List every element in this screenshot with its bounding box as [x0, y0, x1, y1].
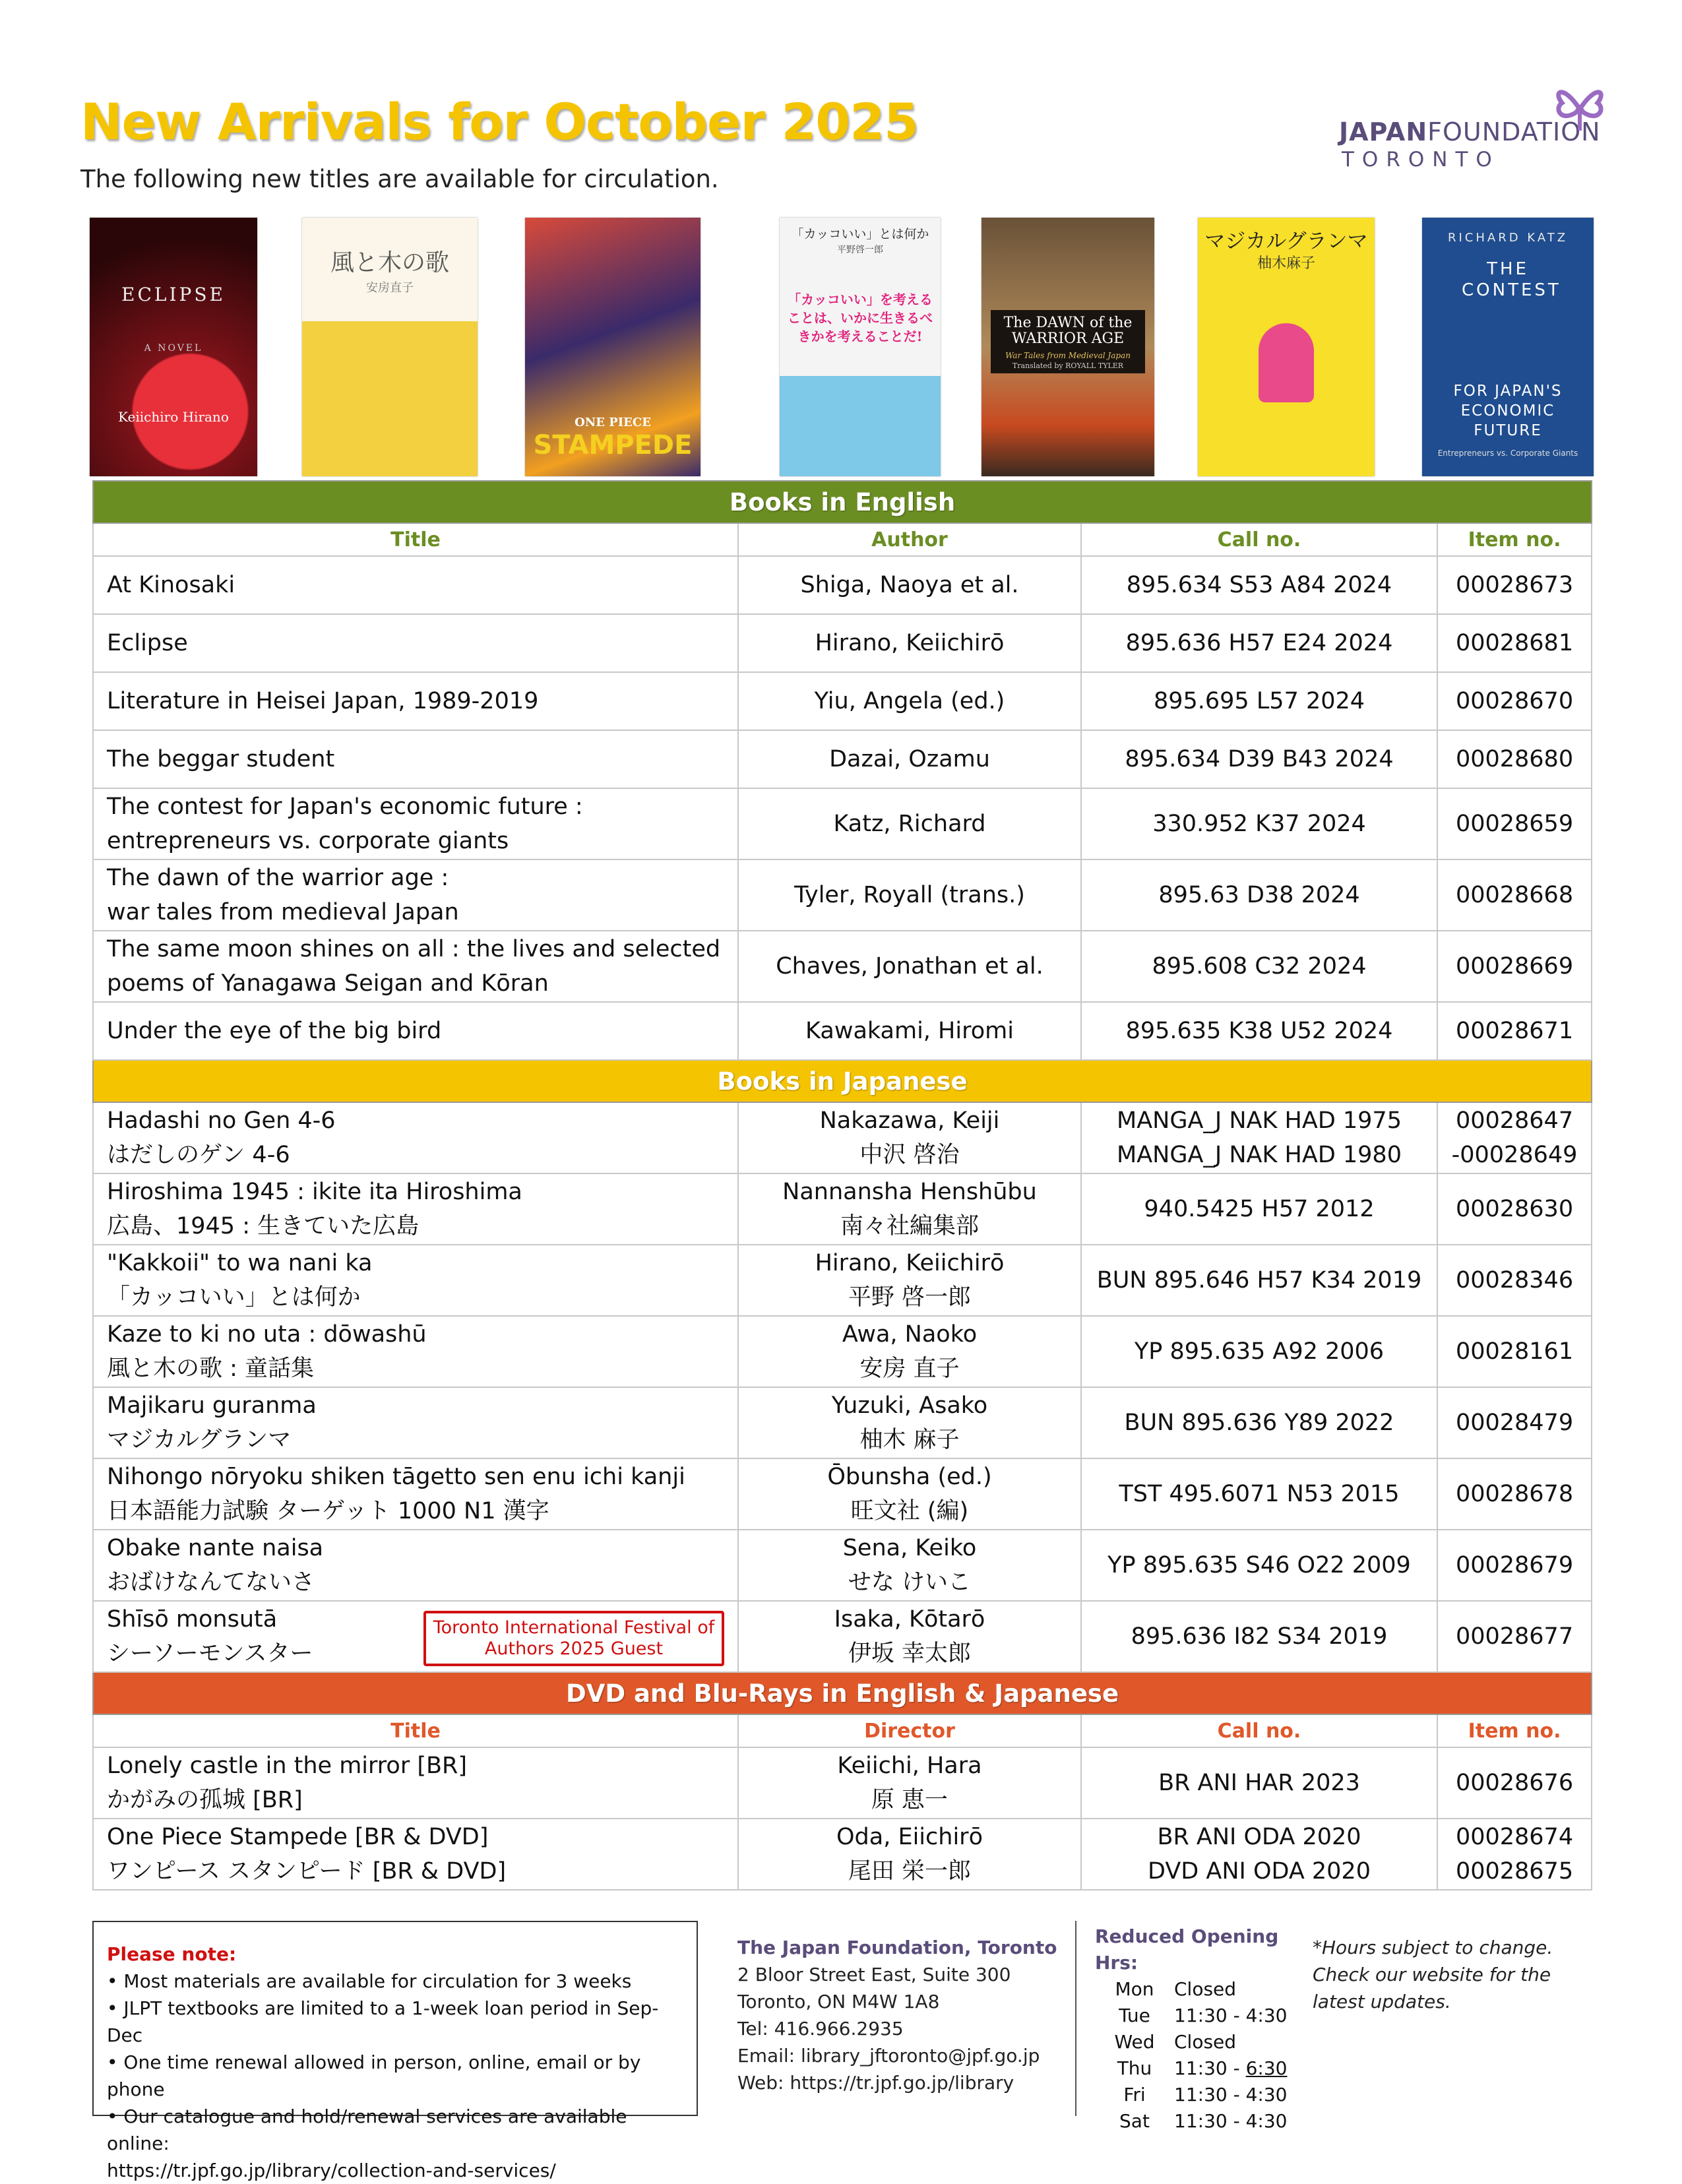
column-header-call: Call no. [1081, 1714, 1437, 1747]
note-line: • JLPT textbooks are limited to a 1-week loan period in Sep-Dec [107, 1997, 659, 2046]
author-line: Isaka, Kōtarō [834, 1606, 985, 1633]
book-cover-kaze-to-ki: 風と木の歌 安房直子 [302, 218, 478, 476]
cell-item [1437, 1747, 1592, 1819]
column-header-row [93, 1714, 1592, 1747]
cell-title [93, 788, 738, 859]
cell-author [738, 1316, 1081, 1387]
author-line: 原 恵一 [871, 1787, 949, 1813]
cell-call [1081, 1819, 1437, 1890]
cell-call [1081, 672, 1437, 730]
item-line: 00028679 [1455, 1552, 1574, 1578]
hours-heading: Reduced Opening Hrs: [1095, 1925, 1279, 1974]
table-row [93, 1530, 1592, 1601]
title-line: The dawn of the warrior age : [107, 865, 449, 891]
item-line: 00028675 [1455, 1858, 1574, 1885]
cell-title [93, 556, 738, 614]
cell-call [1081, 1747, 1437, 1819]
title-line: 風と木の歌 : 童話集 [107, 1356, 315, 1382]
page-title: New Arrivals for October 2025 [80, 92, 919, 151]
address-line: Toronto, ON M4W 1A8 [737, 1991, 940, 2012]
cover-photo-band [780, 376, 941, 476]
cell-title [93, 614, 738, 672]
item-line: 00028630 [1455, 1196, 1574, 1222]
table-row [93, 1747, 1592, 1819]
please-note-box [92, 1921, 698, 2181]
cell-title [93, 859, 738, 931]
title-line: Eclipse [107, 630, 188, 656]
item-line: 00028678 [1455, 1481, 1574, 1507]
title-line: Under the eye of the big bird [107, 1018, 442, 1044]
title-line: Kaze to ki no uta : dōwashū [107, 1321, 427, 1348]
column-header-title: Title [93, 523, 738, 556]
author-line: Shiga, Naoya et al. [800, 572, 1019, 598]
column-header-row [93, 523, 1592, 556]
note-line: • Our catalogue and hold/renewal services are available online: [107, 2106, 627, 2154]
table-row [93, 931, 1592, 1002]
phone-line: Tel: 416.966.2935 [737, 2018, 904, 2040]
title-line: Majikaru guranma [107, 1392, 317, 1419]
table-row [93, 1102, 1592, 1173]
call-line: YP 895.635 S46 O22 2009 [1107, 1552, 1411, 1578]
author-line: Nakazawa, Keiji [819, 1108, 1000, 1134]
title-line: シーソーモンスター [107, 1640, 313, 1667]
cell-call [1081, 1002, 1437, 1060]
column-header-author: Author [738, 523, 1081, 556]
cell-author [738, 788, 1081, 859]
cell-author [738, 1601, 1081, 1672]
table-row [93, 859, 1592, 931]
book-cover-dawn-warrior-age: The DAWN of the WARRIOR AGE War Tales from Medieval Japan Translated by ROYALL TYLER [981, 218, 1154, 476]
cell-title [93, 1530, 738, 1601]
cell-author [738, 1458, 1081, 1530]
cell-title [93, 1458, 738, 1530]
section-dvd-bluray [93, 1672, 1592, 1714]
title-line: Hiroshima 1945 : ikite ita Hiroshima [107, 1179, 522, 1205]
title-line: Lonely castle in the mirror [BR] [107, 1753, 467, 1779]
cell-author [738, 859, 1081, 931]
title-line: 日本語能力試験 ターゲット 1000 N1 漢字 [107, 1498, 549, 1524]
cover-strip [90, 218, 1594, 476]
call-line: 330.952 K37 2024 [1152, 811, 1366, 837]
call-line: 895.608 C32 2024 [1152, 953, 1367, 980]
item-line: 00028659 [1455, 811, 1574, 837]
item-line: 00028161 [1455, 1338, 1574, 1365]
author-line: Yuzuki, Asako [831, 1392, 988, 1419]
footer [92, 1921, 1591, 2181]
author-line: Dazai, Ozamu [829, 746, 990, 772]
cell-call [1081, 614, 1437, 672]
title-line: マジカルグランマ [107, 1427, 292, 1453]
hours-row: Tue 11:30 - 4:30 [1119, 2005, 1288, 2026]
table-row [93, 1245, 1592, 1316]
section-books-in-english [93, 481, 1592, 523]
item-line: 00028479 [1455, 1410, 1574, 1436]
author-line: 南々社編集部 [840, 1213, 979, 1239]
book-cover-one-piece-stampede: ONE PIECE STAMPEDE [525, 218, 701, 476]
cell-call [1081, 859, 1437, 931]
call-line: MANGA_J NAK HAD 1975 [1117, 1108, 1402, 1134]
item-line: 00028680 [1455, 746, 1574, 772]
cell-item [1437, 1002, 1592, 1060]
cell-item [1437, 1173, 1592, 1245]
call-line: BR ANI ODA 2020 [1157, 1824, 1361, 1850]
opening-hours [1075, 1921, 1313, 2132]
title-line: Shīsō monsutā [107, 1606, 278, 1633]
title-line: "Kakkoii" to wa nani ka [107, 1250, 373, 1276]
cell-item [1437, 1819, 1592, 1890]
call-line: DVD ANI ODA 2020 [1148, 1858, 1371, 1885]
note-line: • Most materials are available for circulation for 3 weeks [107, 1970, 632, 1992]
cell-title [93, 672, 738, 730]
author-line: Awa, Naoko [842, 1321, 978, 1348]
cell-call [1081, 556, 1437, 614]
item-line: 00028681 [1455, 630, 1574, 656]
section-heading: DVD and Blu-Rays in English & Japanese [93, 1672, 1592, 1714]
cell-title [93, 1819, 738, 1890]
title-line: はだしのゲン 4-6 [107, 1142, 290, 1168]
author-line: Chaves, Jonathan et al. [776, 953, 1043, 980]
cell-author [738, 614, 1081, 672]
table-row [93, 1819, 1592, 1890]
book-cover-the-contest: RICHARD KATZ THE CONTEST FOR JAPAN'S ECONOMIC FUTURE Entrepreneurs vs. Corporate Giants [1422, 218, 1594, 476]
festival-guest-badge: Toronto International Festival of Authors 2025 Guest [423, 1611, 724, 1666]
hours-row: Thu 11:30 - 6:30 [1117, 2057, 1288, 2079]
cell-item [1437, 1458, 1592, 1530]
cell-item [1437, 672, 1592, 730]
cell-title [93, 1102, 738, 1173]
cell-title [93, 1387, 738, 1458]
cell-call [1081, 1387, 1437, 1458]
cell-item [1437, 1601, 1592, 1672]
hours-row: Wed Closed [1114, 2031, 1237, 2053]
title-line: entrepreneurs vs. corporate giants [107, 828, 509, 854]
title-line: Hadashi no Gen 4-6 [107, 1108, 336, 1134]
column-header-item: Item no. [1437, 523, 1592, 556]
table-row [93, 1002, 1592, 1060]
email-link[interactable]: Email: library_jftoronto@jpf.go.jp [737, 2045, 1040, 2067]
cell-author [738, 672, 1081, 730]
column-header-item: Item no. [1437, 1714, 1592, 1747]
author-line: Nannansha Henshūbu [782, 1179, 1037, 1205]
column-header-author: Director [738, 1714, 1081, 1747]
author-line: Keiichi, Hara [837, 1753, 982, 1779]
book-cover-eclipse: ECLIPSE A NOVEL Keiichiro Hirano [90, 218, 257, 476]
column-header-title: Title [93, 1714, 738, 1747]
table-row [93, 1387, 1592, 1458]
book-cover-majikaru-guranma: マジカルグランマ 柚木麻子 [1198, 218, 1375, 476]
call-line: 895.636 I82 S34 2019 [1131, 1623, 1388, 1650]
cell-author [738, 1747, 1081, 1819]
hours-row: Fri 11:30 - 4:30 [1123, 2084, 1288, 2106]
author-line: Katz, Richard [833, 811, 986, 837]
call-line: BR ANI HAR 2023 [1158, 1770, 1360, 1796]
title-line: Nihongo nōryoku shiken tāgetto sen enu ichi kanji [107, 1464, 685, 1490]
author-line: 旺文社 (編) [850, 1498, 969, 1524]
author-line: せな けいこ [848, 1569, 972, 1596]
title-line: The beggar student [107, 746, 335, 772]
title-line: Literature in Heisei Japan, 1989-2019 [107, 688, 539, 714]
table-row [93, 614, 1592, 672]
table-row [93, 1316, 1592, 1387]
cell-author [738, 1102, 1081, 1173]
cell-call [1081, 1245, 1437, 1316]
cell-item [1437, 1245, 1592, 1316]
title-line: 広島、1945 : 生きていた広島 [107, 1213, 420, 1239]
cell-item [1437, 556, 1592, 614]
title-line: At Kinosaki [107, 572, 235, 598]
item-line: 00028674 [1455, 1824, 1574, 1850]
note-line: • One time renewal allowed in person, online, email or by phone [107, 2051, 641, 2100]
section-books-in-japanese [93, 1060, 1592, 1102]
cell-item [1437, 1316, 1592, 1387]
title-line: One Piece Stampede [BR & DVD] [107, 1824, 489, 1850]
title-line: The contest for Japan's economic future : [107, 794, 583, 820]
contact-heading: The Japan Foundation, Toronto [737, 1937, 1057, 1958]
call-line: TST 495.6071 N53 2015 [1119, 1481, 1400, 1507]
cell-title [93, 1173, 738, 1245]
item-line: 00028670 [1455, 688, 1574, 714]
new-arrivals-table [92, 480, 1592, 1890]
cell-author [738, 1819, 1081, 1890]
author-line: Kawakami, Hiromi [805, 1018, 1014, 1044]
item-line: -00028649 [1451, 1142, 1578, 1168]
cell-call [1081, 730, 1437, 788]
cell-author [738, 1387, 1081, 1458]
cell-item [1437, 1530, 1592, 1601]
hours-note: *Hours subject to change. Check our website for the latest updates. [1313, 1937, 1553, 2012]
logo-wordmark: JAPANFOUNDATION [1339, 117, 1601, 146]
cell-title [93, 1601, 738, 1672]
web-link[interactable]: Web: https://tr.jpf.go.jp/library [737, 2072, 1014, 2094]
butterfly-icon [1550, 78, 1609, 137]
item-line: 00028668 [1455, 882, 1574, 908]
call-line: BUN 895.646 H57 K34 2019 [1096, 1267, 1422, 1294]
japan-foundation-logo [1339, 78, 1616, 177]
cell-call [1081, 1601, 1437, 1672]
cell-author [738, 931, 1081, 1002]
cell-title [93, 1002, 738, 1060]
cell-author [738, 730, 1081, 788]
author-line: Yiu, Angela (ed.) [814, 688, 1005, 714]
address-line: 2 Bloor Street East, Suite 300 [737, 1964, 1011, 1985]
author-line: Tyler, Royall (trans.) [794, 882, 1025, 908]
cell-item [1437, 614, 1592, 672]
author-line: 安房 直子 [859, 1356, 960, 1382]
table-row [93, 1601, 1592, 1672]
contact-block [737, 1934, 1080, 2096]
author-line: 柚木 麻子 [859, 1427, 960, 1453]
page-subtitle: The following new titles are available for circulation. [80, 165, 719, 193]
author-line: Ōbunsha (ed.) [827, 1464, 992, 1490]
title-line: ワンピース スタンピード [BR & DVD] [107, 1858, 507, 1885]
call-line: MANGA_J NAK HAD 1980 [1117, 1142, 1402, 1168]
cell-author [738, 1173, 1081, 1245]
section-heading: Books in Japanese [93, 1060, 1592, 1102]
table-row [93, 672, 1592, 730]
cell-author [738, 1245, 1081, 1316]
section-heading: Books in English [93, 481, 1592, 523]
cell-author [738, 1002, 1081, 1060]
cell-call [1081, 1458, 1437, 1530]
column-header-call: Call no. [1081, 523, 1437, 556]
table-row [93, 730, 1592, 788]
item-line: 00028671 [1455, 1018, 1574, 1044]
author-line: 尾田 栄一郎 [848, 1858, 972, 1885]
cell-item [1437, 1102, 1592, 1173]
cell-title [93, 931, 738, 1002]
call-line: 895.695 L57 2024 [1153, 688, 1365, 714]
title-line: 「カッコいい」とは何か [107, 1284, 361, 1311]
cell-title [93, 730, 738, 788]
title-line: The same moon shines on all : the lives and selected [107, 936, 721, 962]
cell-title [93, 1316, 738, 1387]
item-line: 00028677 [1455, 1623, 1574, 1650]
author-line: Hirano, Keiichirō [815, 630, 1005, 656]
hours-row: Sat 11:30 - 4:30 [1119, 2110, 1288, 2132]
cell-call [1081, 1530, 1437, 1601]
item-line: 00028669 [1455, 953, 1574, 980]
cell-call [1081, 1102, 1437, 1173]
cell-call [1081, 1173, 1437, 1245]
title-line: Obake nante naisa [107, 1535, 324, 1561]
cover-figure [1259, 323, 1314, 402]
cell-call [1081, 788, 1437, 859]
note-heading: Please note: [107, 1943, 237, 1965]
cell-item [1437, 859, 1592, 931]
title-line: war tales from medieval Japan [107, 899, 459, 925]
item-line: 00028647 [1455, 1108, 1574, 1134]
title-line: かがみの孤城 [BR] [107, 1787, 303, 1813]
cell-item [1437, 788, 1592, 859]
call-line: 895.634 D39 B43 2024 [1125, 746, 1394, 772]
cell-call [1081, 931, 1437, 1002]
table-row [93, 1458, 1592, 1530]
cell-item [1437, 730, 1592, 788]
title-line: おばけなんてないさ [107, 1569, 315, 1596]
table-row [93, 556, 1592, 614]
cell-title [93, 1747, 738, 1819]
call-line: 895.63 D38 2024 [1158, 882, 1360, 908]
item-line: 00028673 [1455, 572, 1574, 598]
author-line: 伊坂 幸太郎 [848, 1640, 972, 1667]
catalogue-link[interactable]: https://tr.jpf.go.jp/library/collection-and-services/ [107, 2160, 556, 2181]
cell-author [738, 556, 1081, 614]
call-line: 895.636 H57 E24 2024 [1125, 630, 1393, 656]
author-line: Sena, Keiko [842, 1535, 977, 1561]
cell-title [93, 1245, 738, 1316]
title-line: poems of Yanagawa Seigan and Kōran [107, 970, 549, 997]
call-line: BUN 895.636 Y89 2022 [1124, 1410, 1394, 1436]
cell-item [1437, 1387, 1592, 1458]
author-line: Oda, Eiichirō [836, 1824, 983, 1850]
call-line: 895.634 S53 A84 2024 [1126, 572, 1392, 598]
author-line: Hirano, Keiichirō [815, 1250, 1005, 1276]
table-row [93, 788, 1592, 859]
table-row [93, 1173, 1592, 1245]
call-line: YP 895.635 A92 2006 [1134, 1338, 1385, 1365]
cell-item [1437, 931, 1592, 1002]
hours-row: Mon Closed [1115, 1978, 1237, 2000]
cell-call [1081, 1316, 1437, 1387]
item-line: 00028346 [1455, 1267, 1574, 1294]
item-line: 00028676 [1455, 1770, 1574, 1796]
book-cover-kakkoii: 「カッコいい」とは何か 平野啓一郎 「カッコいい」を考えることは、いかに生きるべきかを考えることだ! [780, 218, 941, 476]
call-line: 940.5425 H57 2012 [1144, 1196, 1375, 1222]
call-line: 895.635 K38 U52 2024 [1125, 1018, 1393, 1044]
logo-sub: TORONTO [1342, 148, 1500, 172]
cell-author [738, 1530, 1081, 1601]
author-line: 平野 啓一郎 [848, 1284, 972, 1311]
author-line: 中沢 啓治 [859, 1142, 960, 1168]
